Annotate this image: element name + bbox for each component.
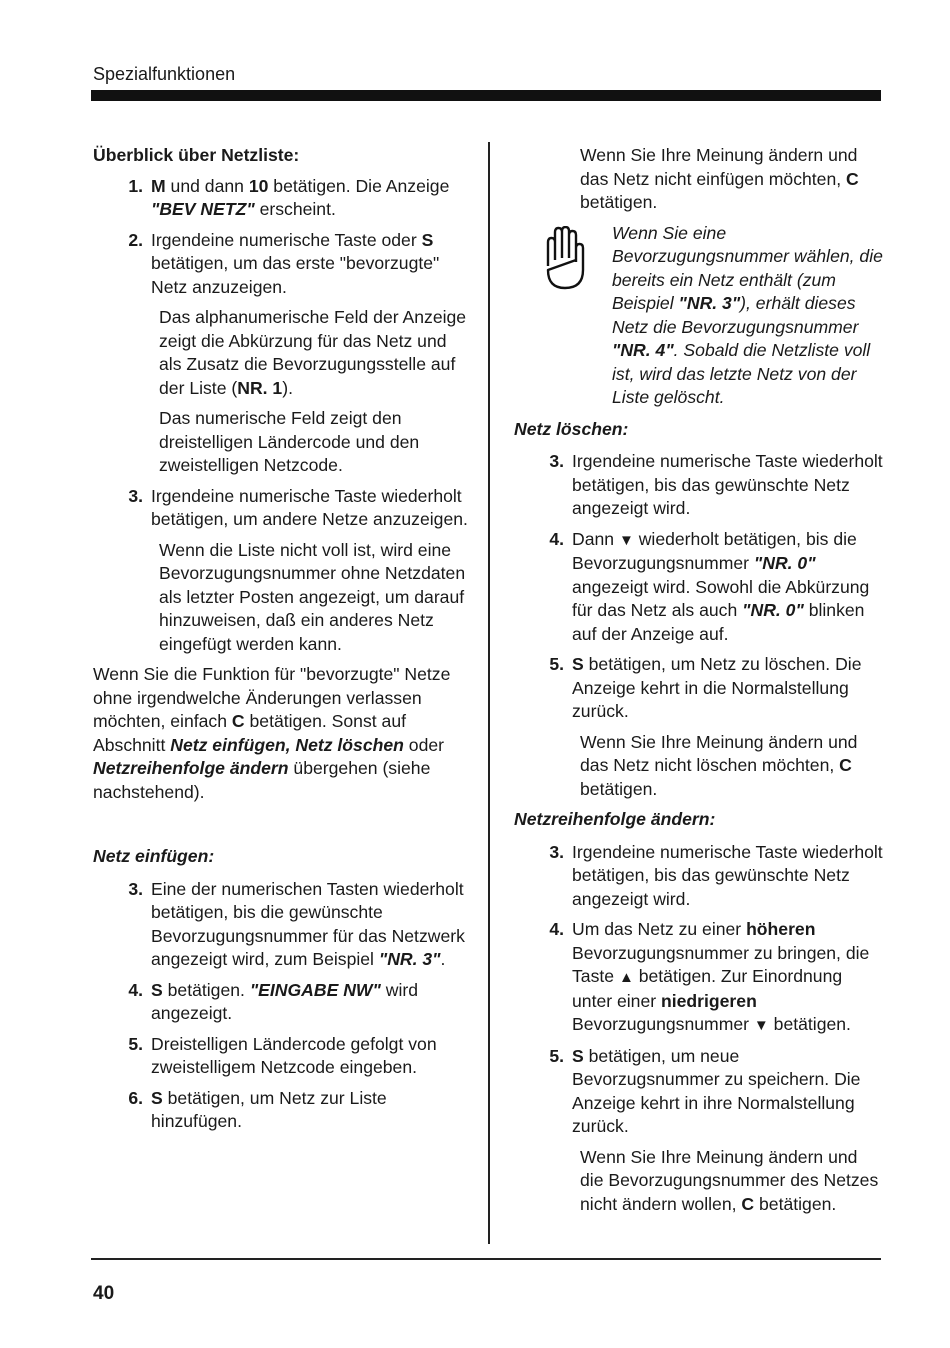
alphanumeric-field-paragraph (159, 306, 468, 400)
step-number: 3. (128, 878, 143, 899)
text-run: betätigen. (754, 1193, 837, 1214)
insert-network-heading: Netz einfügen: (93, 846, 215, 866)
emphasis: höheren (746, 919, 816, 939)
text-run: Wenn Sie Ihre Meinung ändern und das Netz nicht löschen möchten, (580, 731, 858, 775)
step-text (572, 528, 884, 647)
key-s: S (151, 979, 163, 1000)
delete-step-5 (538, 653, 884, 724)
text-run: ). (282, 377, 293, 398)
order-step-5 (538, 1045, 884, 1139)
hand-stop-icon (540, 222, 612, 410)
step-number: 4. (128, 979, 143, 1000)
key-s: S (572, 1045, 584, 1066)
key-s: S (572, 654, 584, 674)
step-number: 2. (128, 229, 143, 250)
text-run: Dann (572, 528, 619, 549)
text-run: und dann (165, 175, 249, 196)
display-text: "NR. 4" (612, 340, 674, 360)
step-text: Dreistelligen Ländercode gefolgt von zweistelligem Netzcode eingeben. (151, 1033, 437, 1077)
key-s: S (151, 1087, 163, 1108)
text-run: betätigen, um das erste "bevorzugte" Netz anzuzeigen. (151, 253, 440, 297)
text-run: betätigen, um neue Bevorzugsnummer zu speichern. Die Anzeige kehrt in ihre Normalstellung zurück. (572, 1045, 861, 1136)
text-run: Irgendeine numerische Taste oder (151, 229, 422, 250)
exit-function-paragraph (93, 663, 468, 804)
text-run: wiederholt betätigen, bis die Bevorzugungsnummer (572, 528, 857, 573)
key-c: C (839, 755, 852, 775)
step-text (151, 1087, 468, 1134)
text-run: betätigen. Sonst auf Abschnitt (93, 711, 407, 755)
step-text (572, 653, 884, 724)
cancel-order-paragraph (580, 1146, 884, 1217)
step-number: 5. (549, 654, 564, 674)
insert-step-6 (117, 1087, 468, 1134)
text-run: betätigen. (580, 192, 658, 212)
step-number: 3. (549, 841, 564, 862)
step-number: 6. (128, 1087, 143, 1108)
down-arrow-icon: ▼ (618, 531, 634, 549)
step-text (572, 918, 884, 1038)
key-s: S (421, 229, 434, 250)
key-10: 10 (248, 175, 269, 196)
text-run: Bevorzugungsnummer (572, 1014, 754, 1034)
page-number: 40 (93, 1283, 115, 1304)
display-text: "NR. 3" (678, 293, 741, 313)
text-run: betätigen, um Netz zu löschen. Die Anzeige kehrt in die Normalstellung zurück. (572, 654, 862, 721)
step-number: 3. (549, 451, 564, 471)
insert-step-5 (117, 1033, 468, 1080)
text-run: Wenn Sie Ihre Meinung ändern und das Netz nicht einfügen möchten, (580, 145, 858, 189)
text-run: betätigen. (580, 778, 658, 799)
step-number: 4. (549, 919, 564, 939)
text-run: . Sobald die Netzliste voll ist, wird das letzte Netz von der Liste gelöscht. (612, 340, 871, 407)
section-reference: Netz einfügen, Netz löschen (170, 734, 404, 755)
step-number: 5. (128, 1033, 143, 1054)
step-text (151, 175, 468, 222)
step-text (151, 878, 468, 972)
text-run: betätigen. Zur Einordnung unter einer (572, 966, 843, 1011)
text-run: angezeigt wird. Sowohl die Abkürzung für das Netz als auch (572, 576, 870, 620)
section-reference: Netzreihenfolge ändern (93, 758, 289, 778)
key-c: C (846, 168, 859, 189)
text-run: Wenn Sie Ihre Meinung ändern und die Bevorzugungsnummer des Netzes nicht ändern wollen, (580, 1146, 879, 1214)
display-text: "BEV NETZ" (151, 199, 255, 219)
footer-rule (91, 1258, 881, 1260)
cancel-delete-paragraph (580, 731, 884, 802)
overview-step-1 (117, 175, 468, 222)
change-order-heading: Netzreihenfolge ändern: (514, 809, 716, 829)
list-not-full-paragraph: Wenn die Liste nicht voll ist, wird eine Bevorzugungsnummer ohne Netzdaten als letzter Posten angezeigt, um darauf hinzuweisen, daß ein anderes Netz eingefügt werden kann. (159, 539, 466, 654)
delete-step-3 (538, 450, 884, 521)
spacer (93, 811, 468, 845)
text-run: Um das Netz zu einer (572, 919, 747, 939)
text-run: . (440, 949, 446, 969)
step-text (151, 229, 468, 300)
display-text: "NR. 0" (742, 600, 804, 620)
text-run: blinken auf der Anzeige auf. (572, 600, 865, 644)
text-run: übergehen (siehe nachstehend). (93, 758, 431, 802)
text-run: erscheint. (254, 199, 336, 219)
display-text: "NR. 0" (753, 553, 816, 573)
text-run: Wenn Sie eine Bevorzugungsnummer wählen, die bereits ein Netz enthält (zum Beispiel (612, 222, 883, 313)
order-step-3 (538, 841, 884, 912)
text-run: Bevorzugungsnummer zu bringen, die Taste (572, 942, 870, 986)
overview-heading: Überblick über Netzliste: (93, 145, 300, 165)
step-text (151, 979, 468, 1026)
step-text: Irgendeine numerische Taste wiederholt betätigen, bis das gewünschte Netz angezeigt wird. (572, 841, 883, 909)
text-run: Wenn Sie die Funktion für "bevorzugte" Netze ohne irgendwelche Änderungen verlassen möchten, einfach (93, 664, 451, 731)
step-number: 5. (549, 1045, 564, 1066)
hand-stop-icon-graphic (540, 226, 590, 292)
key-nr1: NR. 1 (237, 377, 283, 398)
insert-step-3 (117, 878, 468, 972)
text-run: wird angezeigt. (151, 979, 419, 1023)
text-run: betätigen. (162, 979, 250, 1000)
running-header: Spezialfunktionen (93, 64, 236, 84)
text-run: betätigen. Die Anzeige (268, 175, 450, 196)
step-text: Irgendeine numerische Taste wiederholt betätigen, bis das gewünschte Netz angezeigt wird. (572, 451, 883, 518)
down-arrow-icon: ▼ (753, 1017, 769, 1034)
delete-network-heading: Netz löschen: (514, 418, 629, 439)
numeric-field-paragraph: Das numerische Feld zeigt den dreistelligen Ländercode und den zweistelligen Netzcode. (159, 408, 420, 475)
key-c: C (231, 711, 245, 731)
overview-step-2 (117, 229, 468, 300)
step-number: 3. (128, 485, 143, 506)
text-run: ), erhält dieses Netz die Bevorzugungsnummer (612, 293, 859, 337)
overview-step-3 (117, 485, 468, 532)
text-run: Eine der numerischen Tasten wiederholt betätigen, bis die gewünschte Bevorzugungsnummer für das Netzwerk angezeigt wird, zum Beispiel (151, 878, 465, 969)
column-divider (488, 142, 490, 1244)
display-text: "EINGABE NW" (249, 979, 381, 1000)
right-column (514, 144, 884, 1223)
step-number: 1. (128, 175, 143, 196)
order-step-4 (538, 918, 884, 1038)
left-column (93, 144, 468, 1141)
cancel-insert-paragraph (580, 144, 884, 215)
note-text (612, 222, 884, 410)
step-text (572, 1045, 884, 1139)
display-text: "NR. 3" (378, 949, 441, 969)
key-c: C (741, 1193, 755, 1214)
insert-step-4 (117, 979, 468, 1026)
up-arrow-icon: ▲ (618, 969, 634, 986)
step-number: 4. (549, 528, 564, 549)
warning-note (540, 222, 884, 410)
text-run: Das alphanumerische Feld der Anzeige zeigt die Abkürzung für das Netz und als Zusatz die Bevorzugungsstelle auf der Liste ( (159, 307, 467, 398)
header-rule (91, 90, 881, 101)
emphasis: niedrigeren (661, 990, 757, 1011)
delete-step-4 (538, 528, 884, 647)
text-run: oder (403, 734, 445, 755)
text-run: betätigen. (768, 1014, 851, 1034)
text-run: betätigen, um Netz zur Liste hinzufügen. (151, 1087, 387, 1131)
step-text: Irgendeine numerische Taste wiederholt betätigen, um andere Netze anzuzeigen. (151, 485, 468, 529)
key-m: M (151, 175, 166, 196)
